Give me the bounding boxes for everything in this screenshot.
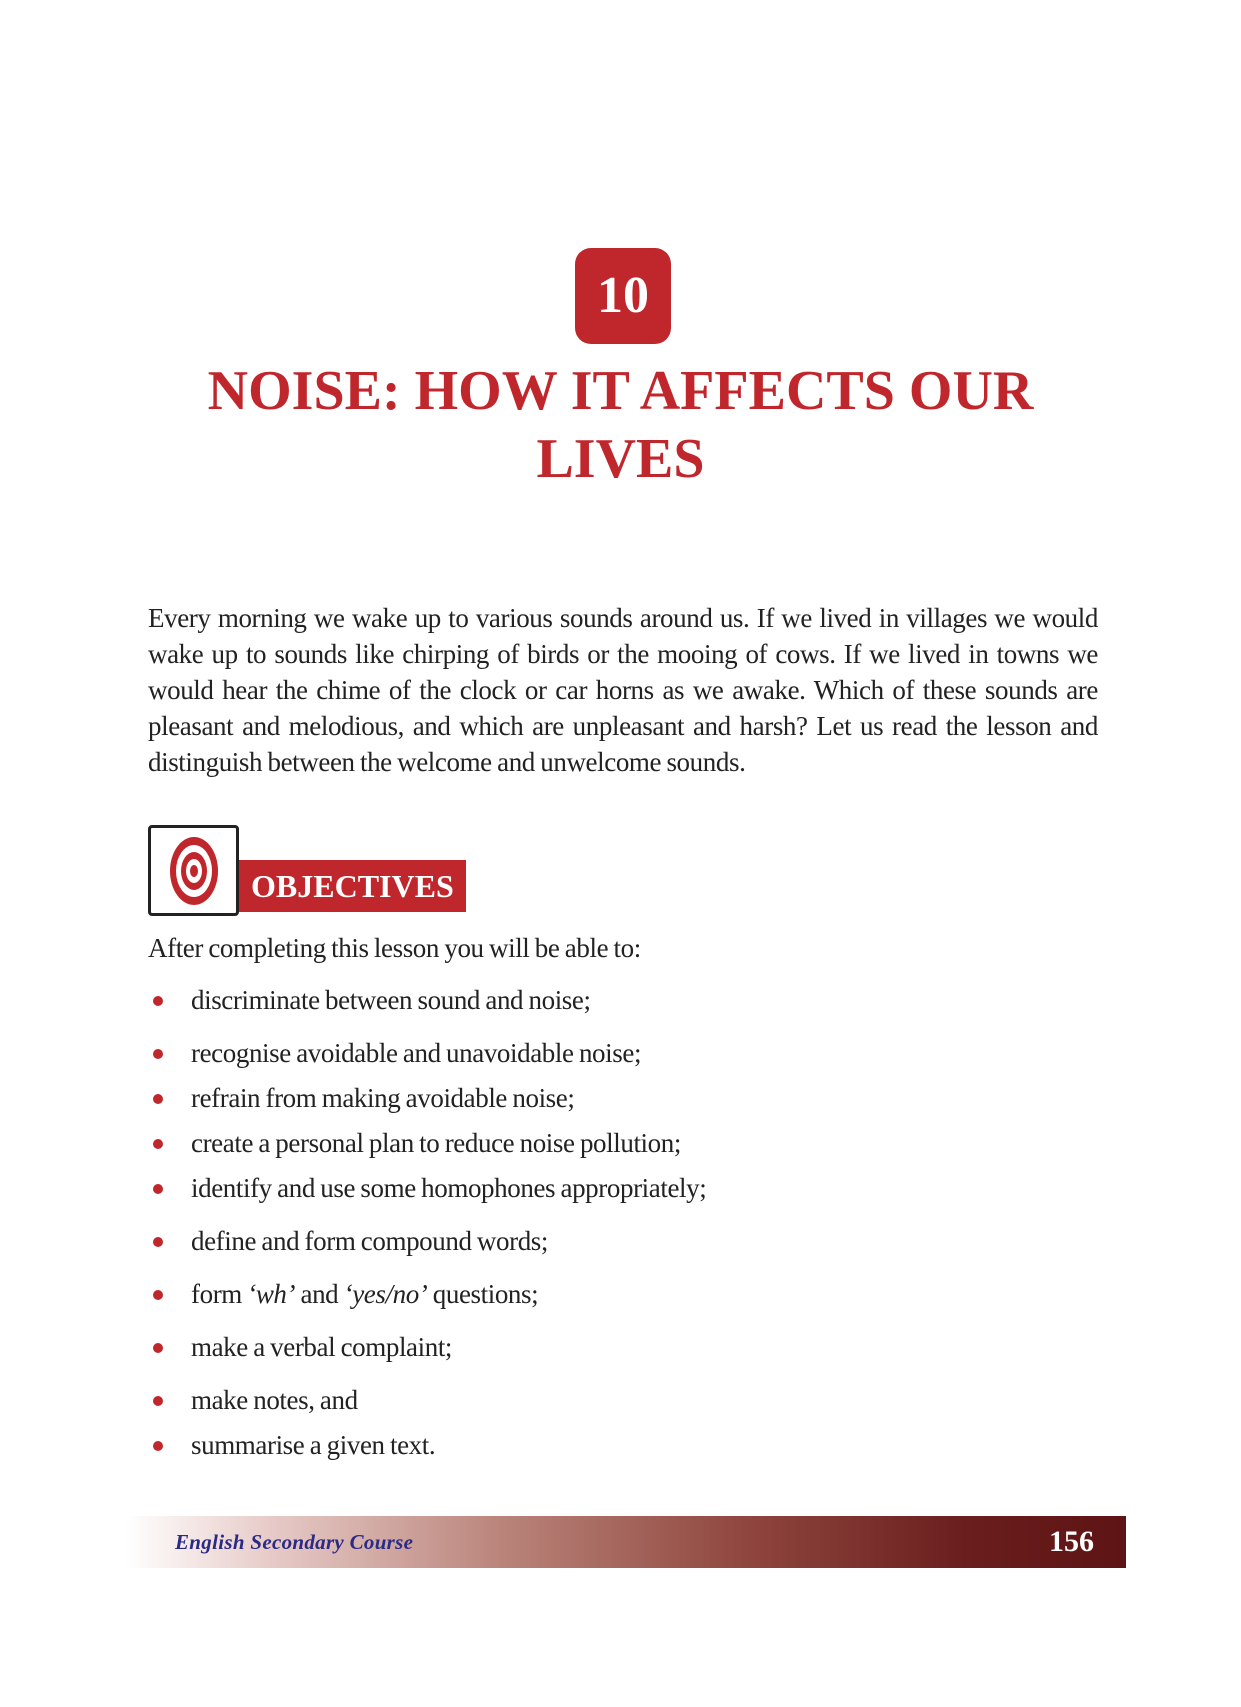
objective-text-middle: and xyxy=(295,1279,344,1309)
page-footer xyxy=(125,1516,1126,1568)
chapter-title-line-2: LIVES xyxy=(536,428,705,490)
objective-text-prefix: form xyxy=(191,1279,248,1309)
objective-text: identify and use some homophones appropriately; xyxy=(191,1173,707,1203)
bullet-icon xyxy=(153,1290,163,1300)
page-number: 156 xyxy=(1049,1525,1094,1558)
objective-text: summarise a given text. xyxy=(191,1430,436,1460)
objective-text-suffix: questions; xyxy=(427,1279,539,1309)
objective-text: discriminate between sound and noise; xyxy=(191,985,591,1015)
objectives-lead-in: After completing this lesson you will be able to: xyxy=(148,933,641,963)
target-icon-graphic xyxy=(168,835,220,907)
bullet-icon xyxy=(153,1139,163,1149)
target-icon xyxy=(148,825,239,916)
objective-text: refrain from making avoidable noise; xyxy=(191,1083,575,1113)
bullet-icon xyxy=(153,1396,163,1406)
footer-course-name: English Secondary Course xyxy=(175,1530,414,1554)
objective-text: define and form compound words; xyxy=(191,1226,549,1256)
objective-text-emphasis-wh: ‘wh’ xyxy=(247,1279,296,1309)
bullet-icon xyxy=(153,1049,163,1059)
objective-text xyxy=(191,1276,538,1312)
objective-text-emphasis-yes-no: ‘yes/no’ xyxy=(343,1279,428,1309)
objectives-label: OBJECTIVES xyxy=(239,860,466,912)
objective-text: recognise avoidable and unavoidable noise; xyxy=(191,1038,642,1068)
chapter-title xyxy=(0,357,1241,493)
chapter-number: 10 xyxy=(597,267,649,324)
objective-text: make notes, and xyxy=(191,1385,358,1415)
bullet-icon xyxy=(153,1237,163,1247)
bullet-icon xyxy=(153,996,163,1006)
bullet-icon xyxy=(153,1094,163,1104)
bullet-icon xyxy=(153,1184,163,1194)
chapter-title-line-1: NOISE: HOW IT AFFECTS OUR xyxy=(207,360,1034,422)
bullet-icon xyxy=(153,1441,163,1451)
bullet-icon xyxy=(153,1343,163,1353)
objective-text: create a personal plan to reduce noise pollution; xyxy=(191,1128,681,1158)
objective-text: make a verbal complaint; xyxy=(191,1332,453,1362)
chapter-number-badge xyxy=(575,248,671,344)
objectives-heading xyxy=(148,825,488,917)
intro-paragraph: Every morning we wake up to various sounds around us. If we lived in villages we would wake up to sounds like chirping of birds or the mooing of cows. If we lived in towns we would hear the chime of the clock or car horns as we awake. Which of these sounds are pleasant and melodious, and which are unpleasant and harsh? Let us read the lesson and distinguish between the welcome and unwelcome sounds. xyxy=(148,603,1098,777)
